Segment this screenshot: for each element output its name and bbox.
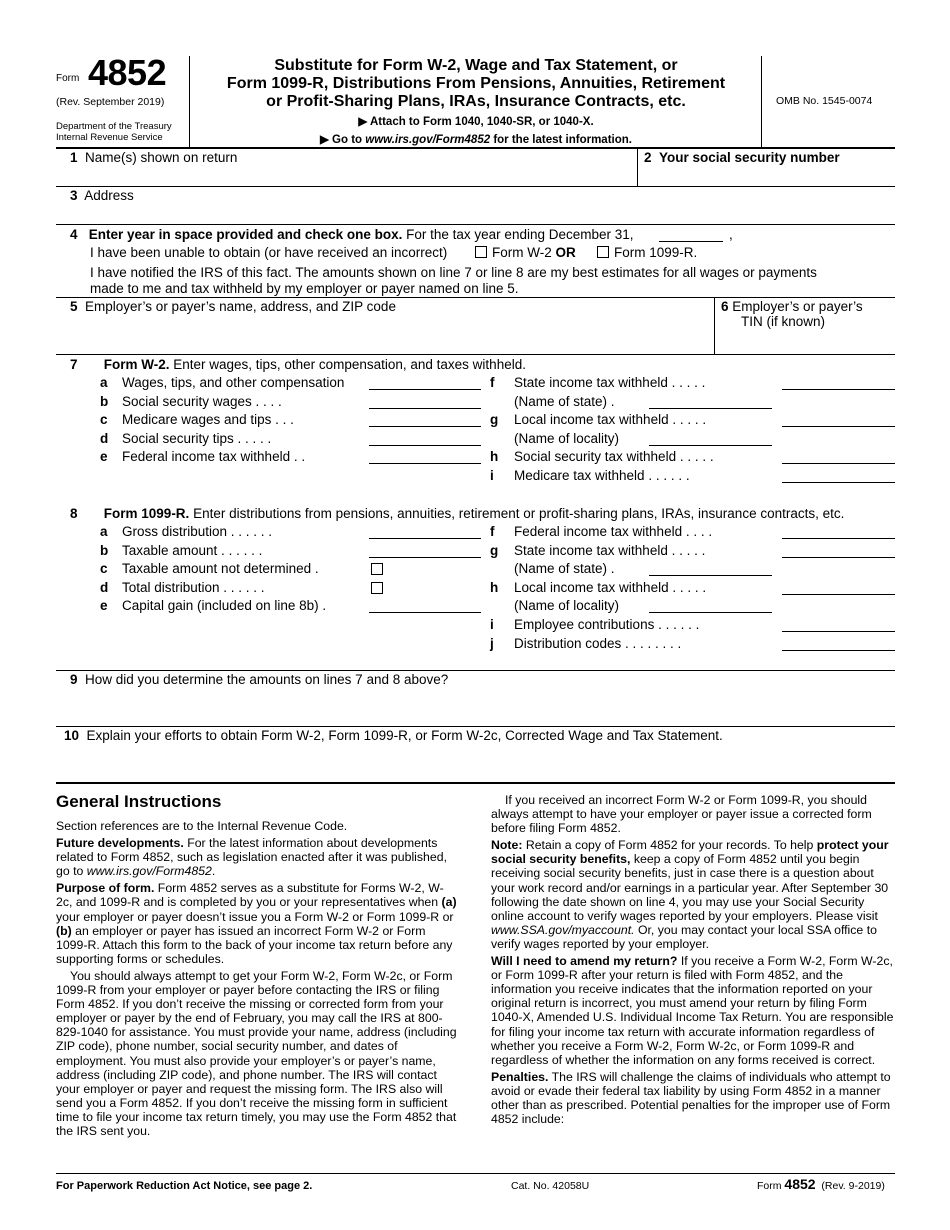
- item-letter: i: [490, 468, 494, 483]
- line2-label: 2 Your social security number: [644, 150, 840, 165]
- should-attempt: You should always attempt to get your Form W-2, Form W-2c, or Form 1099-R from your employer or payer before contacting the IRS or filing Form 4852. If you don’t receive the missing or corrected form from your employer or payer by the end of February, you may call the IRS at 800-829-1040 for assistance. You must provide your name, address (including ZIP code), phone number, social security number, and dates of employment. You must also provide your employer’s or payer’s name, address (including ZIP code), and phone number. The IRS will contact your employer or payer and request the missing form. The IRS also will send you a Form 4852. If you don’t receive the missing form in sufficient time to file your income tax return timely, you may use the Form 4852 that the IRS sent you.: [56, 968, 457, 1138]
- item-letter: c: [100, 561, 108, 577]
- irs-form-url[interactable]: www.irs.gov/Form4852: [86, 864, 212, 879]
- irs-name: Internal Revenue Service: [56, 132, 163, 143]
- item-label: Social security wages . . . .: [122, 393, 282, 409]
- note-paragraph: Note: Retain a copy of Form 4852 for your records. To help protect your social security benefits, keep a copy of Form 4852 until you begin receiving social security benefits, just in case there is a question about your work record and/or earnings in a particular year. After September 30 following the date shown on line 4, you may use your Social Security online account to verify wages reported by your employers. Please visit www.SSA.gov/myaccount. Or, you may contact your local SSA office to verify wages reported by your employer.: [491, 838, 889, 951]
- instructions-right-column: [491, 793, 895, 1129]
- item-letter: f: [490, 375, 495, 390]
- form-word: Form: [56, 73, 80, 84]
- amount-input[interactable]: [782, 637, 895, 651]
- employer-tin-input[interactable]: [715, 298, 895, 354]
- line4-instruction: 4 Enter year in space provided and check one box. For the tax year ending December 31,: [70, 227, 634, 242]
- ssn-input[interactable]: [638, 148, 895, 186]
- item-letter: b: [100, 542, 109, 558]
- amount-input[interactable]: [369, 413, 481, 427]
- item-label: Medicare wages and tips . . .: [122, 412, 294, 428]
- amount-input[interactable]: [369, 432, 481, 446]
- item-letter: f: [490, 524, 495, 539]
- form-title-line2: Form 1099-R, Distributions From Pensions, Annuities, Retirement: [226, 75, 726, 92]
- item-label: Federal income tax withheld . . . .: [514, 524, 713, 539]
- item-checkbox[interactable]: [371, 563, 383, 575]
- future-developments: Future developments. For the latest information about developments related to Form 4852, such as legislation enacted after it was published, go to www.irs.gov/Form4852.: [56, 836, 447, 879]
- line1-label: 1 Name(s) shown on return: [70, 150, 238, 165]
- dept-treasury: Department of the Treasury: [56, 121, 172, 132]
- item-label: Local income tax withheld . . . . .: [514, 579, 707, 595]
- form-number: 4852: [88, 52, 167, 93]
- line4-notified-2: made to me and tax withheld by my employer or payer named on line 5.: [90, 281, 519, 296]
- item-label: Social security tips . . . . .: [122, 430, 272, 446]
- amount-input[interactable]: [782, 618, 895, 632]
- name-input[interactable]: [56, 148, 637, 186]
- line4-notified-1: I have notified the IRS of this fact. The amounts shown on line 7 or line 8 are my best estimates for all wages or payments: [90, 265, 817, 280]
- instructions-left-column: [56, 819, 460, 1141]
- item-label: Total distribution . . . . . .: [122, 579, 265, 595]
- item-letter: c: [100, 412, 108, 428]
- purpose-of-form: Purpose of form. Form 4852 serves as a substitute for Forms W-2, W-2c, and 1099-R and is completed by you or your representatives when (a) your employer or payer doesn’t issue you a Form W-2 or Form 1099-R or (b) an employer or payer has issued an incorrect Form W-2 or Form 1099-R. Attach this form to the back of your income tax return before any supporting forms or schedules.: [56, 881, 457, 966]
- item-label: State income tax withheld . . . . .: [514, 542, 706, 558]
- item-label: Employee contributions . . . . . .: [514, 617, 700, 632]
- irs-url-link[interactable]: www.irs.gov/Form4852: [365, 134, 491, 146]
- amount-input[interactable]: [369, 544, 481, 558]
- item-checkbox[interactable]: [371, 582, 383, 594]
- item-label: Social security tax withheld . . . . .: [514, 449, 714, 465]
- rule: [56, 224, 895, 225]
- attach-instruction: ▶ Attach to Form 1040, 1040-SR, or 1040-X.: [358, 116, 594, 128]
- line10-label: 10 Explain your efforts to obtain Form W-2, Form 1099-R, or Form W-2c, Corrected Wage and Tax Statement.: [64, 728, 723, 743]
- amount-input[interactable]: [369, 376, 481, 390]
- item-letter: h: [490, 449, 499, 465]
- incorrect-form: If you received an incorrect Form W-2 or Form 1099-R, you should always attempt to have your employer or payer issue a corrected form before filing Form 4852.: [491, 793, 872, 836]
- line4-unable: I have been unable to obtain (or have received an incorrect): [90, 245, 448, 260]
- line6-label: 6 Employer’s or payer’s: [721, 299, 863, 314]
- item-letter: j: [490, 635, 494, 651]
- item-label: Local income tax withheld . . . . .: [514, 412, 707, 428]
- item-letter: b: [100, 393, 109, 409]
- footer-rule: [56, 1173, 895, 1174]
- form-title-line1: Substitute for Form W-2, Wage and Tax Statement, or: [274, 57, 678, 74]
- address-input[interactable]: [56, 187, 895, 224]
- item-label: (Name of locality): [514, 598, 620, 614]
- item-label: (Name of locality): [514, 430, 620, 446]
- name-input[interactable]: [649, 562, 772, 576]
- form-title-line3: or Profit-Sharing Plans, IRAs, Insurance Contracts, etc.: [266, 93, 686, 110]
- item-label: (Name of state) .: [514, 393, 615, 409]
- paperwork-notice: For Paperwork Reduction Act Notice, see page 2.: [56, 1180, 313, 1192]
- amount-input[interactable]: [369, 525, 481, 539]
- item-letter: e: [100, 449, 108, 465]
- form-revision: (Rev. September 2019): [56, 96, 165, 108]
- amount-input[interactable]: [782, 544, 895, 558]
- item-label: State income tax withheld . . . . .: [514, 375, 706, 390]
- amount-input[interactable]: [782, 525, 895, 539]
- line4-comma: ,: [729, 227, 733, 242]
- employer-input[interactable]: [56, 298, 714, 354]
- line9-label: 9 How did you determine the amounts on lines 7 and 8 above?: [70, 672, 449, 687]
- form-w2-checkbox[interactable]: [475, 246, 487, 258]
- line8-header: 8 Form 1099-R. Enter distributions from pensions, annuities, retirement or profit-sharing plans, IRAs, insurance contracts, etc.: [70, 506, 845, 521]
- item-letter: a: [100, 524, 108, 539]
- form-1099r-checkbox[interactable]: [597, 246, 609, 258]
- item-letter: e: [100, 598, 108, 614]
- catalog-number: Cat. No. 42058U: [511, 1180, 590, 1192]
- item-letter: g: [490, 542, 499, 558]
- omb-number: OMB No. 1545-0074: [776, 95, 873, 107]
- goto-instruction: ▶ Go to www.irs.gov/Form4852 for the latest information.: [320, 134, 632, 146]
- item-letter: g: [490, 412, 499, 428]
- item-label: Distribution codes . . . . . . . .: [514, 635, 682, 651]
- form-1099r-label: Form 1099-R.: [614, 245, 698, 260]
- form-w2-label: Form W-2 OR: [492, 245, 576, 260]
- name-input[interactable]: [649, 599, 772, 613]
- item-label: Taxable amount not determined .: [122, 561, 319, 577]
- item-letter: d: [100, 430, 109, 446]
- ssa-url-link[interactable]: www.SSA.gov/myaccount.: [491, 922, 635, 937]
- amount-input[interactable]: [782, 450, 895, 464]
- amount-input[interactable]: [369, 450, 481, 464]
- name-input[interactable]: [649, 395, 772, 409]
- header-divider-right: [761, 56, 762, 148]
- tax-year-input[interactable]: [659, 228, 723, 242]
- amount-input[interactable]: [782, 376, 895, 390]
- item-label: Taxable amount . . . . . .: [122, 542, 263, 558]
- amount-input[interactable]: [782, 413, 895, 427]
- line6-label-2: TIN (if known): [741, 314, 826, 329]
- amount-input[interactable]: [782, 581, 895, 595]
- item-letter: a: [100, 375, 108, 390]
- line7-header: 7 Form W-2. Enter wages, tips, other compensation, and taxes withheld.: [70, 357, 526, 372]
- item-letter: i: [490, 617, 494, 632]
- line9-input[interactable]: [56, 671, 895, 726]
- line10-input[interactable]: [56, 727, 895, 782]
- item-letter: h: [490, 579, 499, 595]
- item-label: Capital gain (included on line 8b) .: [122, 598, 327, 614]
- amend-return: Will I need to amend my return? If you receive a Form W-2, Form W-2c, or Form 1099-R after your return is filed with Form 4852, and the information you receive indicates that the information reported on your original return is incorrect, you must amend your return by filing Form 1040-X, Amended U.S. Individual Income Tax Return. You are responsible for filing your income tax return with accurate information regardless of whether you receive a Form W-2, Form W-2c, or Form 1099-R and regardless of whether the information on any forms received is correct.: [491, 954, 894, 1067]
- section-refs: Section references are to the Internal Revenue Code.: [56, 819, 348, 833]
- item-letter: d: [100, 579, 109, 595]
- footer-form-id: Form 4852 (Rev. 9-2019): [757, 1176, 885, 1192]
- amount-input[interactable]: [369, 599, 481, 613]
- name-input[interactable]: [649, 432, 772, 446]
- rule: [56, 354, 895, 355]
- penalties: Penalties. The IRS will challenge the claims of individuals who attempt to avoid or evade their federal tax liability by using Form 4852 in a manner other than as prescribed. Potential penalties for the improper use of Form 4852 include:: [491, 1069, 891, 1127]
- rule: [56, 782, 895, 784]
- line3-label: 3 Address: [70, 188, 134, 203]
- item-label: Gross distribution . . . . . .: [122, 524, 273, 539]
- item-label: (Name of state) .: [514, 561, 615, 577]
- line5-label: 5 Employer’s or payer’s name, address, and ZIP code: [70, 299, 396, 314]
- amount-input[interactable]: [369, 395, 481, 409]
- amount-input[interactable]: [782, 469, 895, 483]
- item-label: Wages, tips, and other compensation: [122, 375, 345, 390]
- item-label: Federal income tax withheld . .: [122, 449, 306, 465]
- item-label: Medicare tax withheld . . . . . .: [514, 468, 690, 483]
- general-instructions-heading: General Instructions: [56, 792, 222, 811]
